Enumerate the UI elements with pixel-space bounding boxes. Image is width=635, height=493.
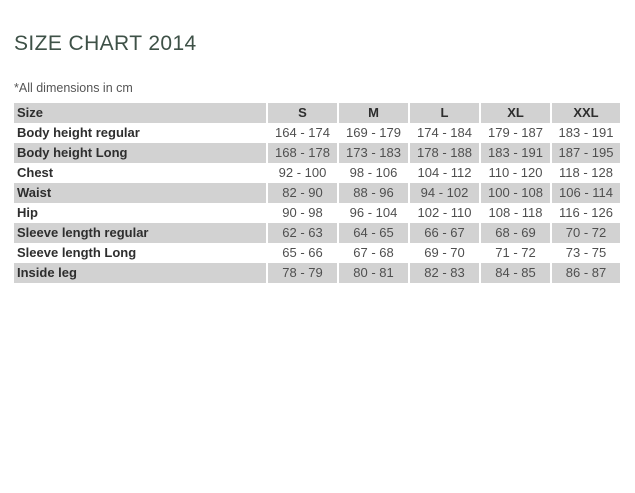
header-size-label: Size xyxy=(14,103,266,123)
table-row-waist xyxy=(14,183,620,203)
table-row-body-height-regular xyxy=(14,123,620,143)
cell-value: 94 - 102 xyxy=(410,183,479,203)
cell-value: 108 - 118 xyxy=(488,205,543,220)
cell-value: 78 - 79 xyxy=(268,263,337,283)
table-row-sleeve-length-long xyxy=(14,243,620,263)
cell-value: 69 - 70 xyxy=(424,245,465,260)
row-label: Inside leg xyxy=(14,263,266,283)
cell-value: 90 - 98 xyxy=(282,205,323,220)
size-table xyxy=(14,103,620,283)
cell-value: 86 - 87 xyxy=(552,263,620,283)
table-row-chest xyxy=(14,163,620,183)
row-label: Body height regular xyxy=(17,125,140,140)
cell-value: 82 - 83 xyxy=(410,263,479,283)
cell-value: 183 - 191 xyxy=(481,143,550,163)
table-row-hip xyxy=(14,203,620,223)
cell-value: 66 - 67 xyxy=(410,223,479,243)
cell-value: 70 - 72 xyxy=(552,223,620,243)
cell-value: 106 - 114 xyxy=(552,183,620,203)
row-label: Waist xyxy=(14,183,266,203)
header-col-xxl: XXL xyxy=(552,103,620,123)
cell-value: 62 - 63 xyxy=(268,223,337,243)
cell-value: 179 - 187 xyxy=(488,125,543,140)
cell-value: 178 - 188 xyxy=(410,143,479,163)
cell-value: 82 - 90 xyxy=(268,183,337,203)
cell-value: 100 - 108 xyxy=(481,183,550,203)
cell-value: 71 - 72 xyxy=(495,245,536,260)
header-col-m: M xyxy=(339,103,408,123)
cell-value: 92 - 100 xyxy=(278,165,327,180)
cell-value: 84 - 85 xyxy=(481,263,550,283)
cell-value: 96 - 104 xyxy=(349,205,398,220)
cell-value: 65 - 66 xyxy=(282,245,323,260)
cell-value: 102 - 110 xyxy=(417,205,472,220)
dimensions-note: *All dimensions in cm xyxy=(14,81,133,95)
table-header-row xyxy=(14,103,620,123)
cell-value: 64 - 65 xyxy=(339,223,408,243)
cell-value: 173 - 183 xyxy=(339,143,408,163)
header-col-l: L xyxy=(410,103,479,123)
cell-value: 110 - 120 xyxy=(488,165,543,180)
table-row-inside-leg xyxy=(14,263,620,283)
cell-value: 118 - 128 xyxy=(559,165,613,180)
row-label: Sleeve length regular xyxy=(14,223,266,243)
cell-value: 67 - 68 xyxy=(353,245,394,260)
row-label: Sleeve length Long xyxy=(17,245,137,260)
cell-value: 73 - 75 xyxy=(565,245,607,260)
cell-value: 164 - 174 xyxy=(275,125,330,140)
cell-value: 174 - 184 xyxy=(417,125,472,140)
cell-value: 168 - 178 xyxy=(268,143,337,163)
cell-value: 169 - 179 xyxy=(346,125,401,140)
cell-value: 187 - 195 xyxy=(552,143,620,163)
header-col-xl: XL xyxy=(481,103,550,123)
cell-value: 116 - 126 xyxy=(559,205,613,220)
cell-value: 104 - 112 xyxy=(417,165,472,180)
row-label: Hip xyxy=(17,205,38,220)
cell-value: 183 - 191 xyxy=(558,125,614,140)
row-label: Chest xyxy=(17,165,54,180)
row-label: Body height Long xyxy=(14,143,266,163)
cell-value: 98 - 106 xyxy=(349,165,398,180)
cell-value: 88 - 96 xyxy=(339,183,408,203)
cell-value: 80 - 81 xyxy=(339,263,408,283)
page-title: SIZE CHART 2014 xyxy=(14,32,197,55)
header-col-s: S xyxy=(268,103,337,123)
table-row-body-height-long xyxy=(14,143,620,163)
table-row-sleeve-length-regular xyxy=(14,223,620,243)
cell-value: 68 - 69 xyxy=(481,223,550,243)
